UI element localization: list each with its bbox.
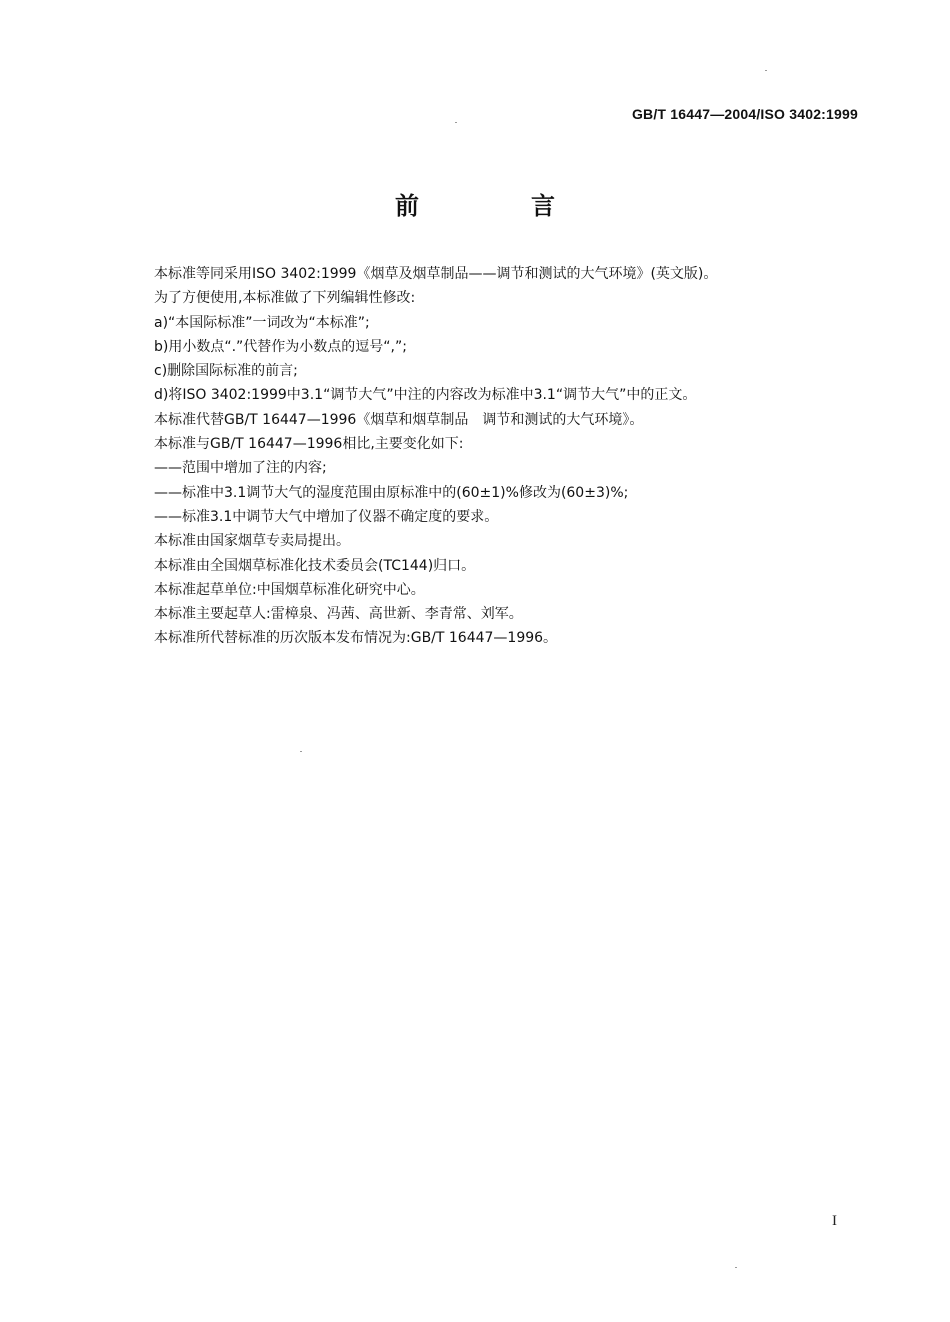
text-line: ——标准中3.1调节大气的湿度范围由原标准中的(60±1)%修改为(60±3)%; xyxy=(154,484,629,501)
text-line: 本标准代替GB/T 16447—1996《烟草和烟草制品 调节和测试的大气环境》。 xyxy=(154,411,644,428)
text-line: 本标准所代替标准的历次版本发布情况为:GB/T 16447—1996。 xyxy=(154,630,558,647)
text-line: ——范围中增加了注的内容; xyxy=(154,460,327,477)
foreword-body xyxy=(154,262,854,651)
scan-speck xyxy=(300,751,302,752)
text-line: 本标准与GB/T 16447—1996相比,主要变化如下: xyxy=(154,436,464,453)
text-line: b)用小数点“.”代替作为小数点的逗号“,”; xyxy=(154,338,407,355)
text-line: d)将ISO 3402:1999中3.1“调节大气”中注的内容改为标准中3.1“调节大气”中的正文。 xyxy=(154,387,697,404)
scan-speck xyxy=(735,1267,737,1268)
text-line: 本标准由全国烟草标准化技术委员会(TC144)归口。 xyxy=(154,557,476,574)
scan-speck xyxy=(455,122,457,123)
standard-code-header: GB/T 16447—2004/ISO 3402:1999 xyxy=(631,106,858,122)
page-number: I xyxy=(832,1213,837,1229)
text-line: 本标准起草单位:中国烟草标准化研究中心。 xyxy=(154,581,425,598)
text-line: 本标准等同采用ISO 3402:1999《烟草及烟草制品——调节和测试的大气环境》(英文版)。 xyxy=(154,266,718,282)
text-line: a)“本国际标准”一词改为“本标准”; xyxy=(154,314,370,331)
text-line: c)删除国际标准的前言; xyxy=(154,363,298,380)
text-line: 为了方便使用,本标准做了下列编辑性修改: xyxy=(154,290,416,307)
scan-speck xyxy=(765,70,767,71)
page-title: 前 言 xyxy=(395,192,599,220)
text-line: 本标准由国家烟草专卖局提出。 xyxy=(154,533,350,550)
text-line: 本标准主要起草人:雷樟泉、冯茜、高世新、李青常、刘军。 xyxy=(154,606,523,623)
text-line: ——标准3.1中调节大气中增加了仪器不确定度的要求。 xyxy=(154,508,499,525)
